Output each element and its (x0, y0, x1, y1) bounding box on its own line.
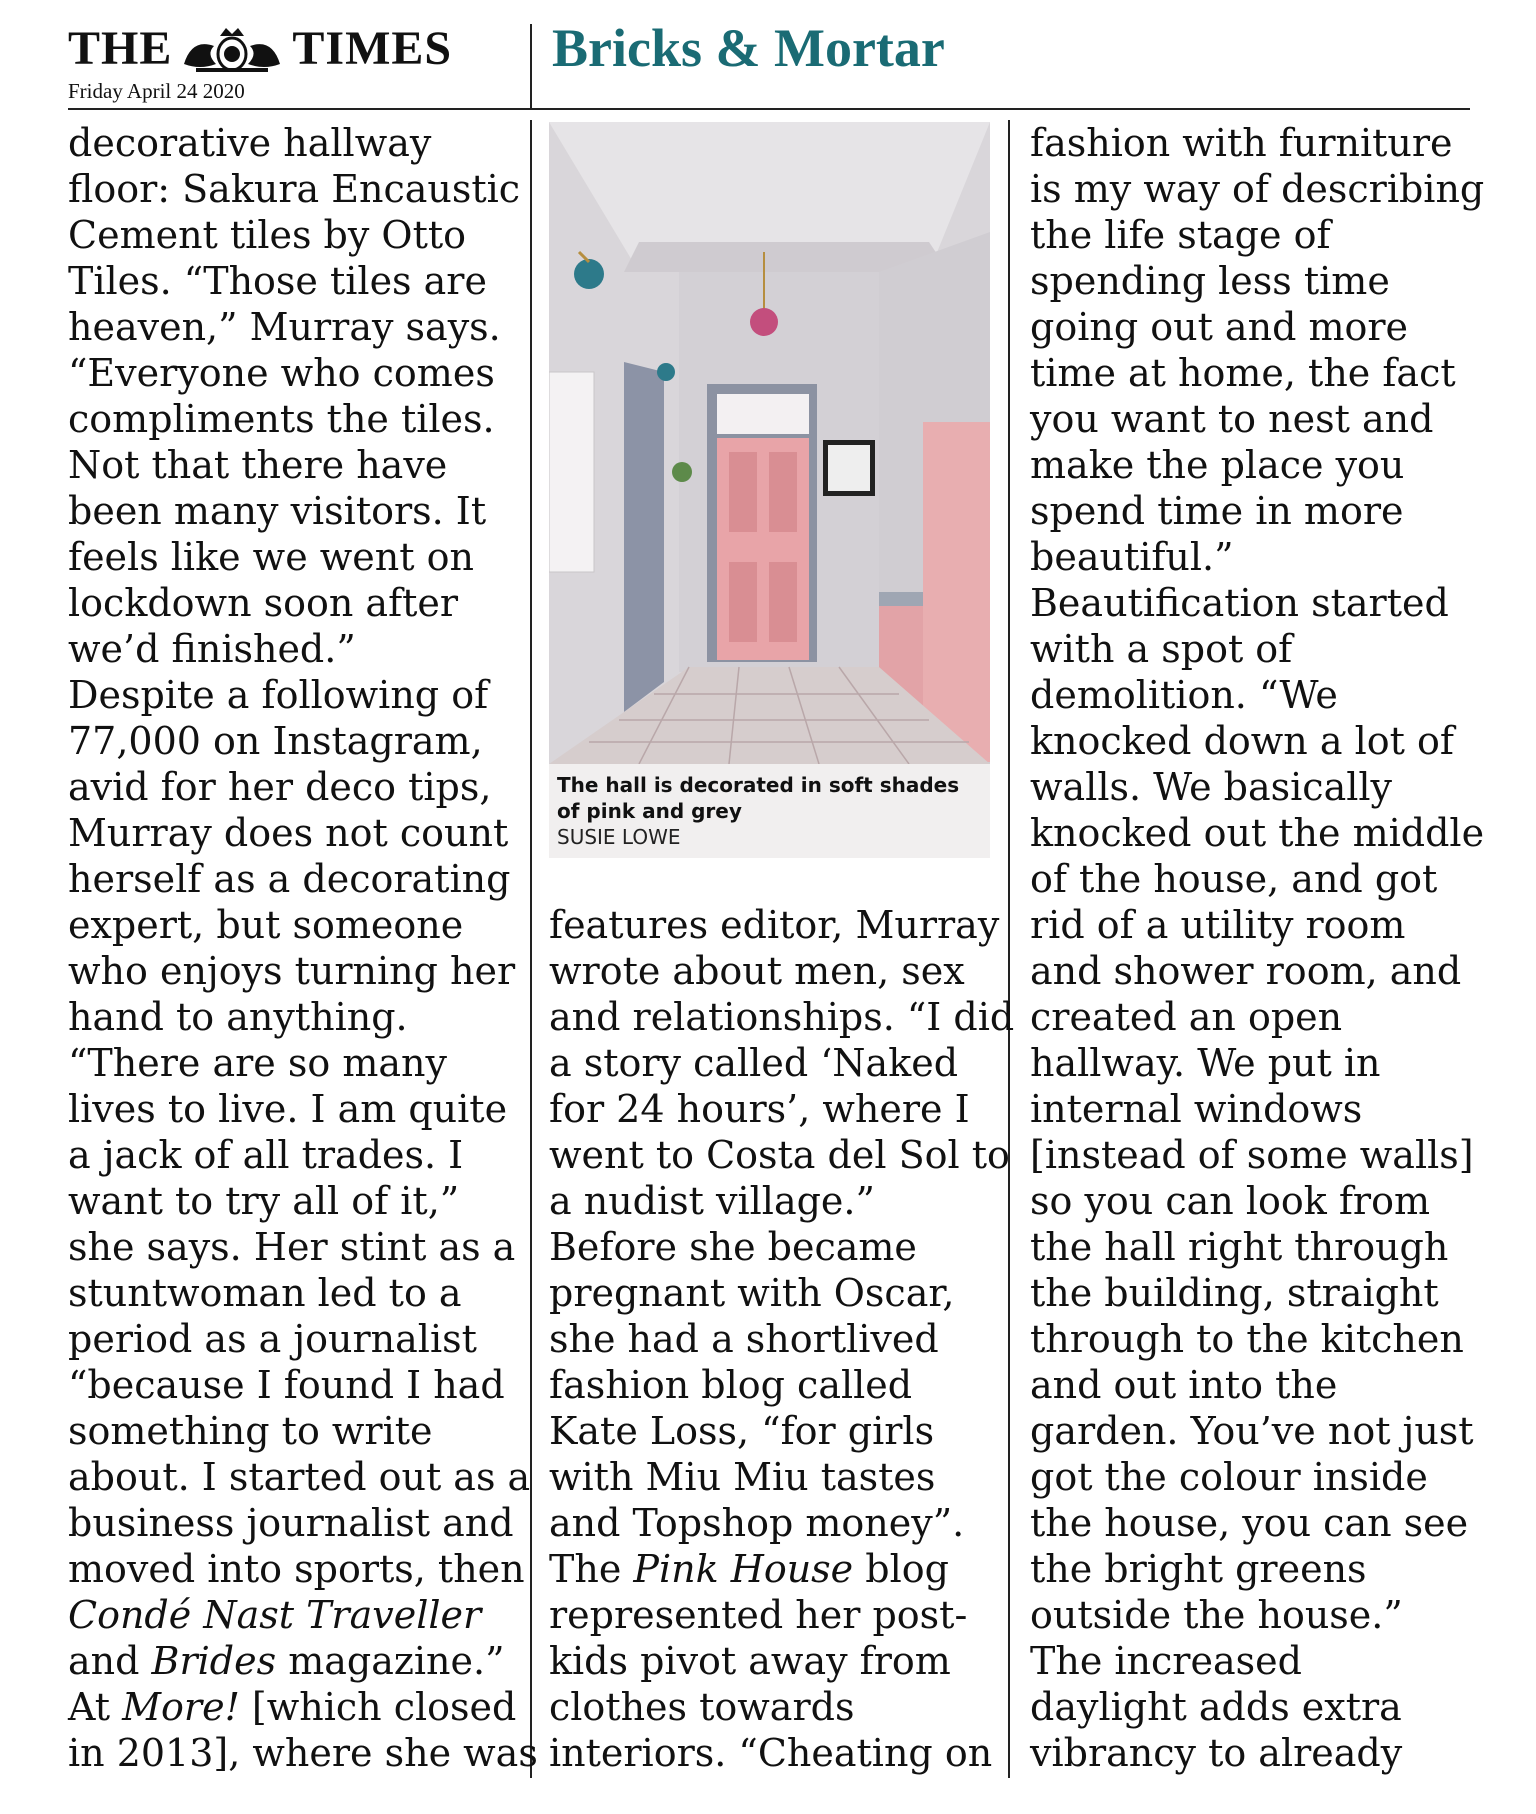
article-line: and out into the (1030, 1363, 1338, 1407)
article-line: the life stage of (1030, 213, 1331, 257)
article-line: and Brides magazine.” (68, 1639, 505, 1683)
article-line: herself as a decorating (68, 857, 511, 901)
article-line: Beautification started (1030, 581, 1449, 625)
article-line: a jack of all trades. I (68, 1133, 464, 1177)
photo-credit: SUSIE LOWE (557, 825, 681, 849)
brand-times: TIMES (292, 22, 453, 75)
article-line: “because I found I had (68, 1363, 505, 1407)
article-line: “Everyone who comes (68, 351, 495, 395)
article-line: feels like we went on (68, 535, 474, 579)
article-line: Cement tiles by Otto (68, 213, 466, 257)
article-line: compliments the tiles. (68, 397, 495, 441)
article-line: and Topshop money”. (549, 1501, 965, 1545)
article-line: business journalist and (68, 1501, 514, 1545)
article-line: decorative hallway (68, 121, 432, 165)
article-line: created an open (1030, 995, 1343, 1039)
article-line: knocked down a lot of (1030, 719, 1454, 763)
article-line: hand to anything. (68, 995, 408, 1039)
article-line: went to Costa del Sol to (549, 1133, 1010, 1177)
article-line: we’d finished.” (68, 627, 356, 671)
article-line: hallway. We put in (1030, 1041, 1381, 1085)
article-line: walls. We basically (1030, 765, 1393, 809)
article-line: The increased (1030, 1639, 1302, 1683)
article-line: of the house, and got (1030, 857, 1438, 901)
article-line: “There are so many (68, 1041, 447, 1085)
article-line: in 2013], where she was (68, 1731, 538, 1775)
article-line: moved into sports, then (68, 1547, 525, 1591)
article-line: rid of a utility room (1030, 903, 1406, 947)
article-line: something to write (68, 1409, 433, 1453)
article-line: and shower room, and (1030, 949, 1462, 993)
article-line: Condé Nast Traveller (68, 1593, 482, 1637)
article-line: lockdown soon after (68, 581, 459, 625)
article-line: going out and more (1030, 305, 1409, 349)
article-line: [instead of some walls] (1030, 1133, 1474, 1177)
masthead-divider (530, 24, 532, 109)
times-logo[interactable] (68, 20, 452, 78)
article-line: Despite a following of (68, 673, 489, 717)
article-line: with a spot of (1030, 627, 1293, 671)
article-line: outside the house.” (1030, 1593, 1403, 1637)
article-line: you want to nest and (1030, 397, 1434, 441)
article-line: internal windows (1030, 1087, 1363, 1131)
article-line: avid for her deco tips, (68, 765, 492, 809)
article-line: Before she became (549, 1225, 917, 1269)
article-line: demolition. “We (1030, 673, 1338, 717)
brand-the: THE (68, 22, 173, 75)
article-line: daylight adds extra (1030, 1685, 1402, 1729)
article-line: floor: Sakura Encaustic (68, 167, 521, 211)
article-line: Not that there have (68, 443, 448, 487)
article-line: heaven,” Murray says. (68, 305, 501, 349)
caption-text: The hall is decorated in soft shades of pink and grey (557, 773, 960, 823)
article-line: got the colour inside (1030, 1455, 1428, 1499)
article-line: make the place you (1030, 443, 1405, 487)
header-rule (68, 108, 1470, 110)
article-line: and relationships. “I did (549, 995, 1015, 1039)
article-line: she had a shortlived (549, 1317, 939, 1361)
royal-crest-icon (176, 24, 288, 74)
article-line: the hall right through (1030, 1225, 1449, 1269)
article-line: the building, straight (1030, 1271, 1439, 1315)
article-line: clothes towards (549, 1685, 855, 1729)
article-line: the house, you can see (1030, 1501, 1469, 1545)
article-line: time at home, the fact (1030, 351, 1456, 395)
article-column-3 (1030, 120, 1484, 1776)
article-line: knocked out the middle (1030, 811, 1485, 855)
section-title[interactable]: Bricks & Mortar (552, 18, 945, 78)
article-line: represented her post- (549, 1593, 968, 1637)
hallway-image (549, 122, 990, 764)
article-line: is my way of describing (1030, 167, 1485, 211)
article-line: Murray does not count (68, 811, 509, 855)
article-line: spend time in more (1030, 489, 1404, 533)
article-line: Kate Loss, “for girls (549, 1409, 935, 1453)
article-line: kids pivot away from (549, 1639, 951, 1683)
article-line: Tiles. “Those tiles are (68, 259, 487, 303)
article-line: fashion blog called (549, 1363, 913, 1407)
article-line: interiors. “Cheating on (549, 1731, 993, 1775)
article-line: through to the kitchen (1030, 1317, 1464, 1361)
article-line: a story called ‘Naked (549, 1041, 959, 1085)
article-line: about. I started out as a (68, 1455, 531, 1499)
photo-caption (549, 764, 990, 858)
article-line: who enjoys turning her (68, 949, 516, 993)
article-line: At More! [which closed (68, 1685, 517, 1729)
article-line: 77,000 on Instagram, (68, 719, 483, 763)
article-column-2 (549, 902, 1014, 1776)
article-line: so you can look from (1030, 1179, 1431, 1223)
article-line: for 24 hours’, where I (549, 1087, 970, 1131)
article-line: period as a journalist (68, 1317, 477, 1361)
article-line: lives to live. I am quite (68, 1087, 508, 1131)
article-line: beautiful.” (1030, 535, 1234, 579)
article-line: a nudist village.” (549, 1179, 875, 1223)
article-line: want to try all of it,” (68, 1179, 460, 1223)
article-line: been many visitors. It (68, 489, 487, 533)
issue-date: Friday April 24 2020 (68, 79, 245, 103)
article-line: expert, but someone (68, 903, 464, 947)
article-line: features editor, Murray (549, 903, 1000, 947)
hallway-photo[interactable] (549, 122, 990, 764)
article-line: spending less time (1030, 259, 1390, 303)
article-column-1 (68, 120, 538, 1776)
article-line: she says. Her stint as a (68, 1225, 516, 1269)
article-line: pregnant with Oscar, (549, 1271, 955, 1315)
article-line: vibrancy to already (1030, 1731, 1403, 1775)
article-line: garden. You’ve not just (1030, 1409, 1474, 1453)
article-line: The Pink House blog (549, 1547, 949, 1591)
article-line: wrote about men, sex (549, 949, 965, 993)
article-line: fashion with furniture (1030, 121, 1453, 165)
article-line: with Miu Miu tastes (549, 1455, 936, 1499)
article-line: the bright greens (1030, 1547, 1367, 1591)
article-line: stuntwoman led to a (68, 1271, 462, 1315)
masthead (68, 20, 452, 104)
